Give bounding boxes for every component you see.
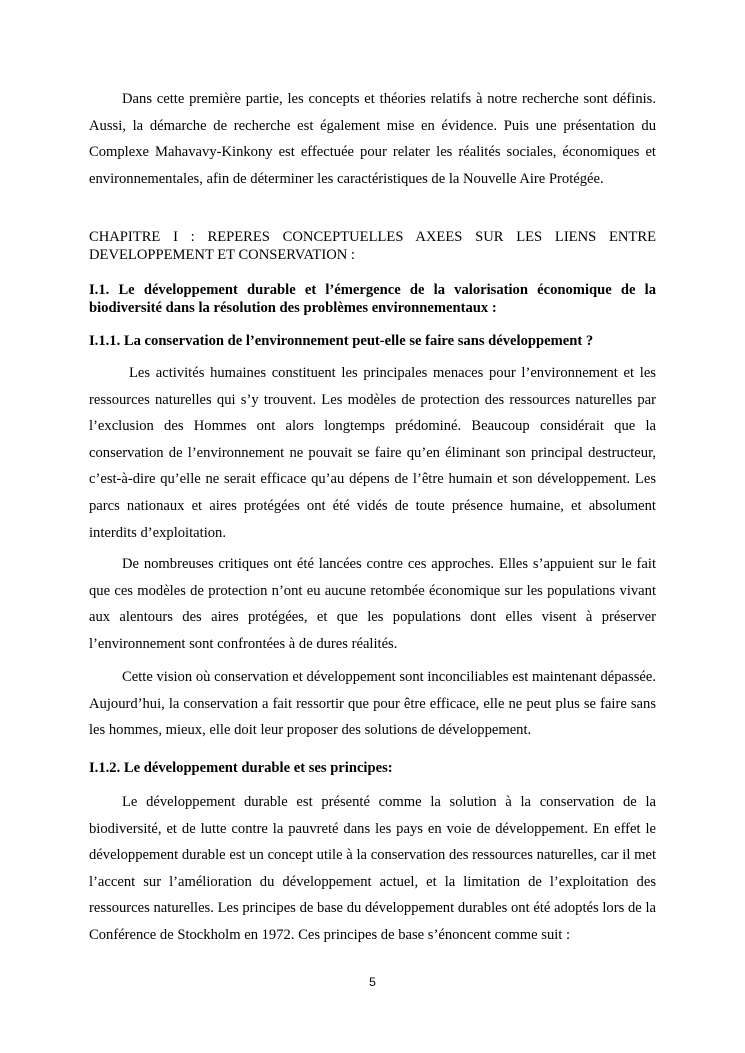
section-1-2-para-1-block bbox=[89, 789, 656, 949]
chapter-block bbox=[89, 228, 656, 264]
intro-paragraph: Dans cette première partie, les concepts et théories relatifs à notre recherche sont définis. Aussi, la démarche de recherche est également mise en évidence. Puis une présentation du Complexe Mahavavy-Kinkony est effectuée pour relater les réalités sociales, économiques et environnementales, afin de déterminer les caractéristiques de la Nouvelle Aire Protégée. bbox=[89, 91, 656, 187]
chapter-title: CHAPITRE I : REPERES CONCEPTUELLES AXEES SUR LES LIENS ENTRE DEVELOPPEMENT ET CONSERVATION : bbox=[89, 229, 656, 263]
section-1-2-paragraph-1: Le développement durable est présenté comme la solution à la conservation de la biodiversité, et de lutte contre la pauvreté dans les pays en voie de développement. En effet le développement durable est un concept utile à la conservation des ressources naturelles, car il met l’accent sur l’amélioration du développement actuel, et la limitation de l’exploitation des ressources naturelles. Les principes de base du développement durables ont été adoptés lors de la Conférence de Stockholm en 1972. Ces principes de base s’énoncent comme suit : bbox=[89, 794, 656, 943]
intro-block bbox=[89, 86, 656, 192]
section-1-block bbox=[89, 281, 656, 317]
section-1-1-heading-block bbox=[89, 332, 656, 350]
page-number: 5 bbox=[369, 975, 376, 989]
section-1-2-heading-block bbox=[89, 759, 656, 777]
section-1-1-para-2-block bbox=[89, 551, 656, 657]
section-1-1-paragraph-1: Les activités humaines constituent les principales menaces pour l’environnement et les ressources naturelles qui s’y trouvent. Les modèles de protection des ressources naturelles par l’exclusion des Hommes ont alors longtemps prédominé. Beaucoup considérait que la conservation de l’environnement ne pouvait se faire qu’en éliminant son principal destructeur, c’est-à-dire qu’elle ne serait efficace qu’au dépens de l’être humain et son développement. Les parcs nationaux et aires protégées ont été vidés de toute présence humaine, et absolument interdits d’exploitation. bbox=[89, 365, 656, 541]
section-1-1-para-3-block bbox=[89, 664, 656, 744]
section-1-1-heading: I.1.1. La conservation de l’environnement peut-elle se faire sans développement ? bbox=[89, 333, 594, 349]
section-1-1-paragraph-3: Cette vision où conservation et développement sont inconciliables est maintenant dépassée. Aujourd’hui, la conservation a fait ressortir que pour être efficace, elle ne peut plus se faire sans les hommes, mieux, elle doit leur proposer des solutions de développement. bbox=[89, 669, 656, 739]
section-1-1-paragraph-2: De nombreuses critiques ont été lancées contre ces approches. Elles s’appuient sur le fait que ces modèles de protection n’ont eu aucune retombée économique sur les populations vivant aux alentours des aires protégées, et que les populations dont elles visent à préserver l’environnement sont confrontées à de dures réalités. bbox=[89, 556, 656, 652]
section-1-heading: I.1. Le développement durable et l’émergence de la valorisation économique de la biodiversité dans la résolution des problèmes environnementaux : bbox=[89, 282, 656, 316]
section-1-1-para-1-block bbox=[89, 360, 656, 546]
section-1-2-heading: I.1.2. Le développement durable et ses principes: bbox=[89, 760, 393, 776]
